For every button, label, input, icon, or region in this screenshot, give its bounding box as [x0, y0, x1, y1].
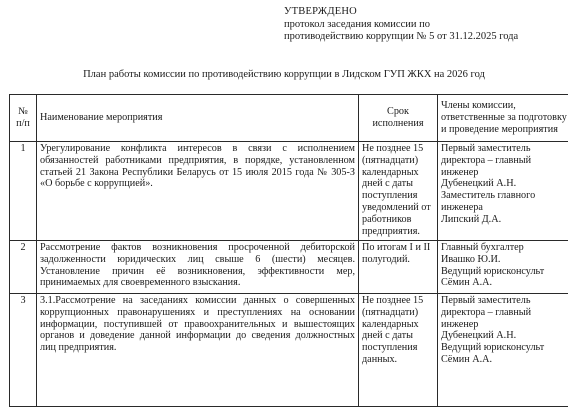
- row-name: 3.1.Рассмотрение на заседаниях комиссии данных о совершенных коррупционных правонарушениях и преступлениях на основании информации, поступившей от правоохранительных и вышестоящих органов и доведение данной информации до сведения должностных лиц предприятия.: [37, 294, 359, 407]
- row-num: 1: [10, 142, 37, 241]
- member-line: Липский Д.А.: [441, 214, 568, 226]
- row-members: [438, 241, 568, 294]
- row-term: Не позднее 15 (пятнадцати) календарных дней с даты поступления уведомлений от работников предприятия.: [359, 142, 438, 241]
- header-term: Срок исполнения: [359, 95, 438, 142]
- row-members: [438, 294, 568, 407]
- member-line: Сёмин А.А.: [441, 277, 568, 289]
- member-line: Ведущий юрисконсульт: [441, 342, 568, 354]
- row-num: 2: [10, 241, 37, 294]
- row-name: Рассмотрение фактов возникновения просроченной дебиторской задолженности юридических лиц свыше 6 (шести) месяцев. Установление причин её возникновения, эффективности мер, принимаемых для своевременного взыскания.: [37, 241, 359, 294]
- table-row: [10, 142, 568, 241]
- approval-stamp: [284, 6, 564, 44]
- approval-protocol-line: противодействию коррупции № 5 от 31.12.2025 года: [284, 31, 564, 44]
- header-num: № п/п: [10, 95, 37, 142]
- header-name: Наименование мероприятия: [37, 95, 359, 142]
- member-line: Первый заместитель директора – главный инженер: [441, 295, 568, 330]
- plan-table: [9, 94, 568, 407]
- header-members: Члены комиссии, ответственные за подготовку и проведение мероприятия: [438, 95, 568, 142]
- member-line: Ведущий юрисконсульт: [441, 266, 568, 278]
- member-line: Дубенецкий А.Н.: [441, 178, 568, 190]
- row-num: 3: [10, 294, 37, 407]
- approval-protocol-line: протокол заседания комиссии по: [284, 19, 564, 32]
- table-header-row: [10, 95, 568, 142]
- approval-header: УТВЕРЖДЕНО: [284, 6, 564, 19]
- plan-title: План работы комиссии по противодействию коррупции в Лидском ГУП ЖКХ на 2026 год: [0, 69, 568, 81]
- member-line: Заместитель главного инженера: [441, 190, 568, 214]
- row-term: По итогам I и II полугодий.: [359, 241, 438, 294]
- row-name: Урегулирование конфликта интересов в связи с исполнением обязанностей работниками предприятия, в порядке, установленном статьей 21 Закона Республики Беларусь от 15 июля 2015 года № 305-З «О борьбе с коррупцией».: [37, 142, 359, 241]
- member-line: Ивашко Ю.И.: [441, 254, 568, 266]
- row-term: Не позднее 15 (пятнадцати) календарных дней с даты поступления данных.: [359, 294, 438, 407]
- row-members: [438, 142, 568, 241]
- table-row: [10, 294, 568, 407]
- member-line: Главный бухгалтер: [441, 242, 568, 254]
- member-line: Первый заместитель директора – главный инженер: [441, 143, 568, 178]
- member-line: Сёмин А.А.: [441, 354, 568, 366]
- table-row: [10, 241, 568, 294]
- member-line: Дубенецкий А.Н.: [441, 330, 568, 342]
